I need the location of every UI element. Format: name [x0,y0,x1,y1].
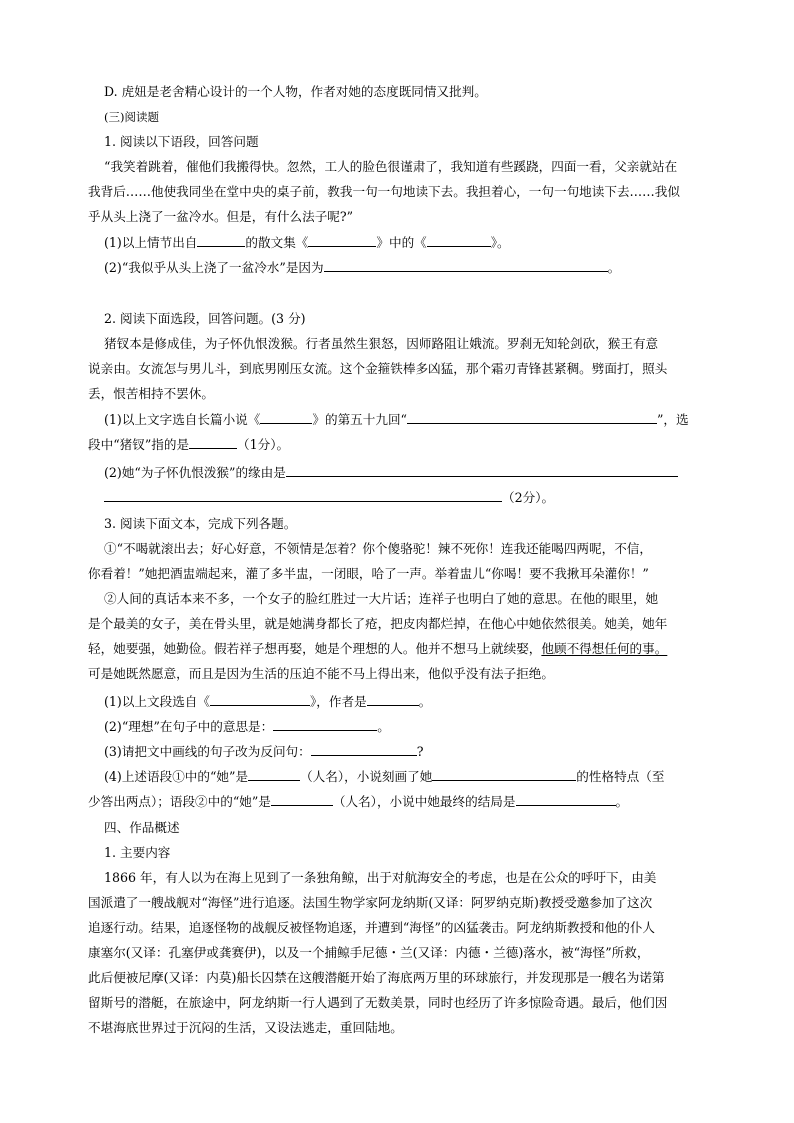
answer-blank[interactable] [248,767,300,781]
q2-sub2-text: (2)她“为子怀仇恨泼猴”的缘由是 [104,465,286,480]
q3-sub4-text: （人名），小说中她最终的结局是 [332,794,516,809]
summary-line: 留斯号的潜艇，在旅途中，阿龙纳斯一行人遇到了无数美景，同时也经历了许多惊险奇遇。最后，他们因 [88,995,668,1010]
q1-sub2 [104,258,620,277]
main-content-heading: 1. 主要内容 [104,845,171,860]
q3-sub3-text: (3)请把文中画线的句子改为反问句： [104,744,311,759]
passage-3-line: ②人间的真话本来不多，一个女子的脸红胜过一大片话；连祥子也明白了她的意思。在他的眼里，她 [104,591,659,606]
q2-sub1 [104,410,689,429]
summary-line: 1866 年，有人以为在海上见到了一条独角鲸，出于对航海安全的考虑，也是在公众的呼吁下，由美 [104,870,657,885]
q3-sub2-text: 。 [377,719,390,734]
answer-blank[interactable] [324,258,608,272]
q1-sub1-text: 》。 [490,235,510,250]
q3-sub1-text: 》，作者是 [310,694,367,709]
passage-3-line: 是个最美的女子，美在骨头里，就是她满身都长了疮，把皮肉都烂掉，在他心中她依然很美。她美，她年 [88,616,668,631]
passage-3-line: ①“不喝就滚出去；好心好意，不领情是怎着？你个傻骆驼！辣不死你！连我还能喝四两呢，不信， [104,541,652,556]
question-1-heading: 1. 阅读以下语段，回答问题 [104,134,259,149]
underlined-sentence: 他顾不得想任何的事。 [541,641,668,656]
answer-blank[interactable] [210,692,310,706]
summary-line: 追逐行动。结果，追逐怪物的战舰反被怪物追逐，并遭到“海怪”的凶猛袭击。阿龙纳斯教授和他的仆人 [88,920,656,935]
q3-sub4-text: 少答出两点）；语段②中的“她”是 [88,794,271,809]
summary-line: 国派遣了一艘战舰对“海怪”进行追逐。法国生物学家阿龙纳斯(又译：阿罗纳克斯)教授受邀参加了这次 [88,895,653,910]
q3-sub1-text: (1)以上文段选自《 [104,694,210,709]
q1-sub1 [104,233,510,252]
q1-sub2-text: 。 [607,260,621,275]
answer-blank[interactable] [311,742,417,756]
question-2-heading: 2. 阅读下面选段，回答问题。(3 分) [104,311,306,326]
answer-blank[interactable] [271,792,333,806]
q3-sub1 [104,692,431,711]
summary-line: 此后便被尼摩(又译：内莫)船长囚禁在这艘潜艇开始了海底两万里的环球旅行，并发现那是一艘名为诺第 [88,970,665,985]
q3-sub4-text: （人名），小说刻画了她 [300,769,433,784]
q2-sub1-text: 》的第五十九回“ [312,412,407,427]
section-4-heading: 四、作品概述 [104,820,180,835]
question-3-heading: 3. 阅读下面文本，完成下列各题。 [104,516,297,531]
answer-blank[interactable] [516,792,616,806]
summary-line: 不堪海底世界过于沉闷的生活，又设法逃走，重回陆地。 [88,1020,403,1035]
q3-sub4-cont [88,792,628,811]
q3-sub3-text: ? [416,744,424,759]
q3-sub4-text: 。 [615,794,629,809]
q3-sub1-text: 。 [418,694,432,709]
q3-sub4 [104,767,664,786]
q1-sub1-text: 》中的《 [376,235,427,250]
passage-2-line: 猪钗本是修成佳，为子怀仇恨泼猴。行者虽然生狠怒，因师路阻让娥流。罗刹无知轮剑砍，猴王有意 [104,336,659,351]
passage-1-line: 乎从头上浇了一盆冷水。但是，有什么法子呢?” [88,209,354,224]
answer-blank[interactable] [104,488,502,502]
q2-sub1-text: (1)以上文字选自长篇小说《 [104,412,261,427]
passage-2-line: 说亲由。女流怎与男儿斗，到底男刚压女流。这个金箍铁棒多凶猛，那个霜刃青锋甚紧稠。劈面打，照头 [88,361,668,376]
q2-sub1-cont [88,435,289,454]
passage-1-line: 我背后……他使我同坐在堂中央的桌子前，教我一句一句地读下去。我担着心，一句一句地读下去……我似 [88,184,680,199]
answer-blank[interactable] [273,717,377,731]
q2-sub2-cont [104,488,554,507]
q2-sub1-text: （1分）。 [237,437,290,452]
passage-3-line: 可是她既然愿意，而且是因为生活的压迫不能不马上得出来，他似乎没有法子拒绝。 [88,666,554,681]
summary-line: 康塞尔(又译：孔塞伊或龚赛伊)，以及一个捕鲸手尼德・兰(又译：内德・兰德)落水，被“海怪”所救， [88,945,650,960]
answer-blank[interactable] [308,233,376,247]
option-d-line: D. 虎妞是老舍精心设计的一个人物，作者对她的态度既同情又批判。 [104,84,487,99]
q2-sub2 [104,463,678,482]
section-reading-heading: (三)阅读题 [104,110,159,124]
answer-blank[interactable] [189,435,237,449]
passage-3-line: 你看着！”她把酒盅端起来，灌了多半盅，一闭眼，哈了一声。举着盅儿“你喝！要不我揪耳朵灌你！” [88,566,649,581]
answer-blank[interactable] [432,767,576,781]
q2-sub1-text: ”，选 [656,412,689,427]
q3-sub4-text: (4)上述语段①中的“她”是 [104,769,249,784]
q3-sub2 [104,717,390,736]
q1-sub1-text: 的散文集《 [245,235,309,250]
answer-blank[interactable] [367,692,419,706]
q2-sub1-text: 段中“猪钗”指的是 [88,437,190,452]
q1-sub1-text: (1)以上情节出自 [104,235,198,250]
passage-2-line: 丢，恨苦相持不罢休。 [88,386,214,401]
q3-sub3 [104,742,424,761]
q3-sub4-text: 的性格特点（至 [576,769,665,784]
passage-1-line: “我笑着跳着，催他们我搬得快。忽然，工人的脸色很谨肃了，我知道有些蹊跷，四面一看，父亲就站在 [104,159,678,174]
answer-blank[interactable] [407,410,657,424]
answer-blank[interactable] [197,233,245,247]
passage-3-line [88,640,667,658]
answer-blank[interactable] [260,410,312,424]
q3-sub2-text: (2)“理想”在句子中的意思是： [104,719,274,734]
q2-sub2-text: （2分）。 [502,490,555,505]
answer-blank[interactable] [427,233,491,247]
passage-3-text: 轻，她要强，她勤俭。假若祥子想再娶，她是个理想的人。他并不想马上就续娶， [88,641,542,656]
answer-blank[interactable] [286,463,678,477]
q1-sub2-text: (2)“我似乎从头上浇了一盆冷水”是因为 [104,260,324,275]
